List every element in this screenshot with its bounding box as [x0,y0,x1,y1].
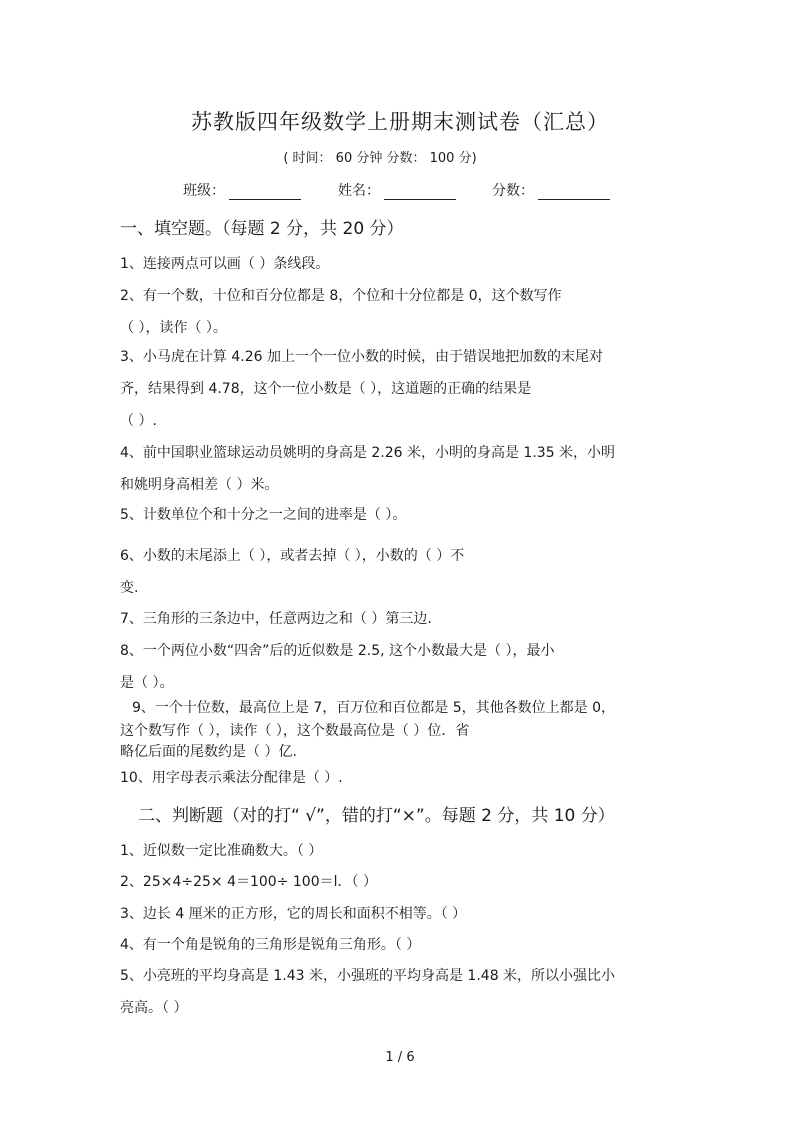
s2-line-2: 2、25×4÷25× 4＝100÷ 100＝l．（ ） [120,874,377,890]
s2-line-3: 3、边长 4 厘米的正方形，它的周长和面积不相等。（ ） [120,906,467,922]
score-blank [538,185,610,200]
score-field [492,180,610,200]
class-label: 班级： [183,183,225,199]
class-field [183,180,301,200]
time-score-subtitle: ( 时间： 60 分钟 分数： 100 分) [283,151,477,166]
s1-line-3: （ ），读作（ ）。 [120,320,227,336]
s1-line-15: 9、一个十位数，最高位上是 7，百万位和百位都是 5，其他各数位上都是 0， [132,700,615,716]
s1-line-14: 是（ ）。 [120,675,174,691]
class-blank [229,185,301,200]
s1-line-1: 1、连接两点可以画（ ）条线段。 [120,256,330,272]
name-blank [384,185,456,200]
section2-heading: 二、判断题（对的打“ √”，错的打“×”。每题 2 分，共 10 分） [138,806,615,826]
page-indicator: 1 / 6 [385,1050,415,1065]
s2-line-4: 4、有一个角是锐角的三角形是锐角三角形。（ ） [120,937,421,953]
page-title: 苏教版四年级数学上册期末测试卷（汇总） [191,110,609,134]
s1-line-7: 4、前中国职业篮球运动员姚明的身高是 2.26 米，小明的身高是 1.35 米，小明 [120,445,616,461]
s1-line-12: 7、三角形的三条边中，任意两边之和（ ）第三边. [120,611,432,627]
s2-line-5: 5、小亮班的平均身高是 1.43 米，小强班的平均身高是 1.48 米，所以小强比小 [120,968,616,984]
s1-line-16: 这个数写作（ ），读作（ ），这个数最高位是（ ）位．省 [120,723,470,739]
s1-line-8: 和姚明身高相差（ ）米。 [120,477,279,493]
s1-line-18: 10、用字母表示乘法分配律是（ ）. [120,770,343,786]
section1-heading: 一、填空题。（每题 2 分，共 20 分） [120,219,404,239]
s1-line-6: （ ）. [120,413,157,429]
s1-line-10: 6、小数的末尾添上（ ），或者去掉（ ），小数的（ ）不 [120,548,465,564]
s2-line-6: 亮高。（ ） [120,1000,188,1016]
s2-line-1: 1、近似数一定比准确数大。（ ） [120,843,323,859]
s1-line-17: 略亿后面的尾数约是（ ）亿. [120,744,297,760]
name-field [338,180,456,200]
s1-line-4: 3、小马虎在计算 4.26 加上一个一位小数的时候，由于错误地把加数的末尾对 [120,349,603,365]
s1-line-2: 2、有一个数，十位和百分位都是 8，个位和十分位都是 0，这个数写作 [120,288,562,304]
s1-line-13: 8、一个两位小数“四舍”后的近似数是 2.5, 这个小数最大是（ ），最小 [120,643,555,659]
name-label: 姓名： [338,183,380,199]
score-label: 分数： [492,183,534,199]
s1-line-11: 变. [120,580,139,596]
s1-line-9: 5、计数单位个和十分之一之间的进率是（ ）。 [120,507,407,523]
s1-line-5: 齐，结果得到 4.78，这个一位小数是（ ），这道题的正确的结果是 [120,381,532,397]
